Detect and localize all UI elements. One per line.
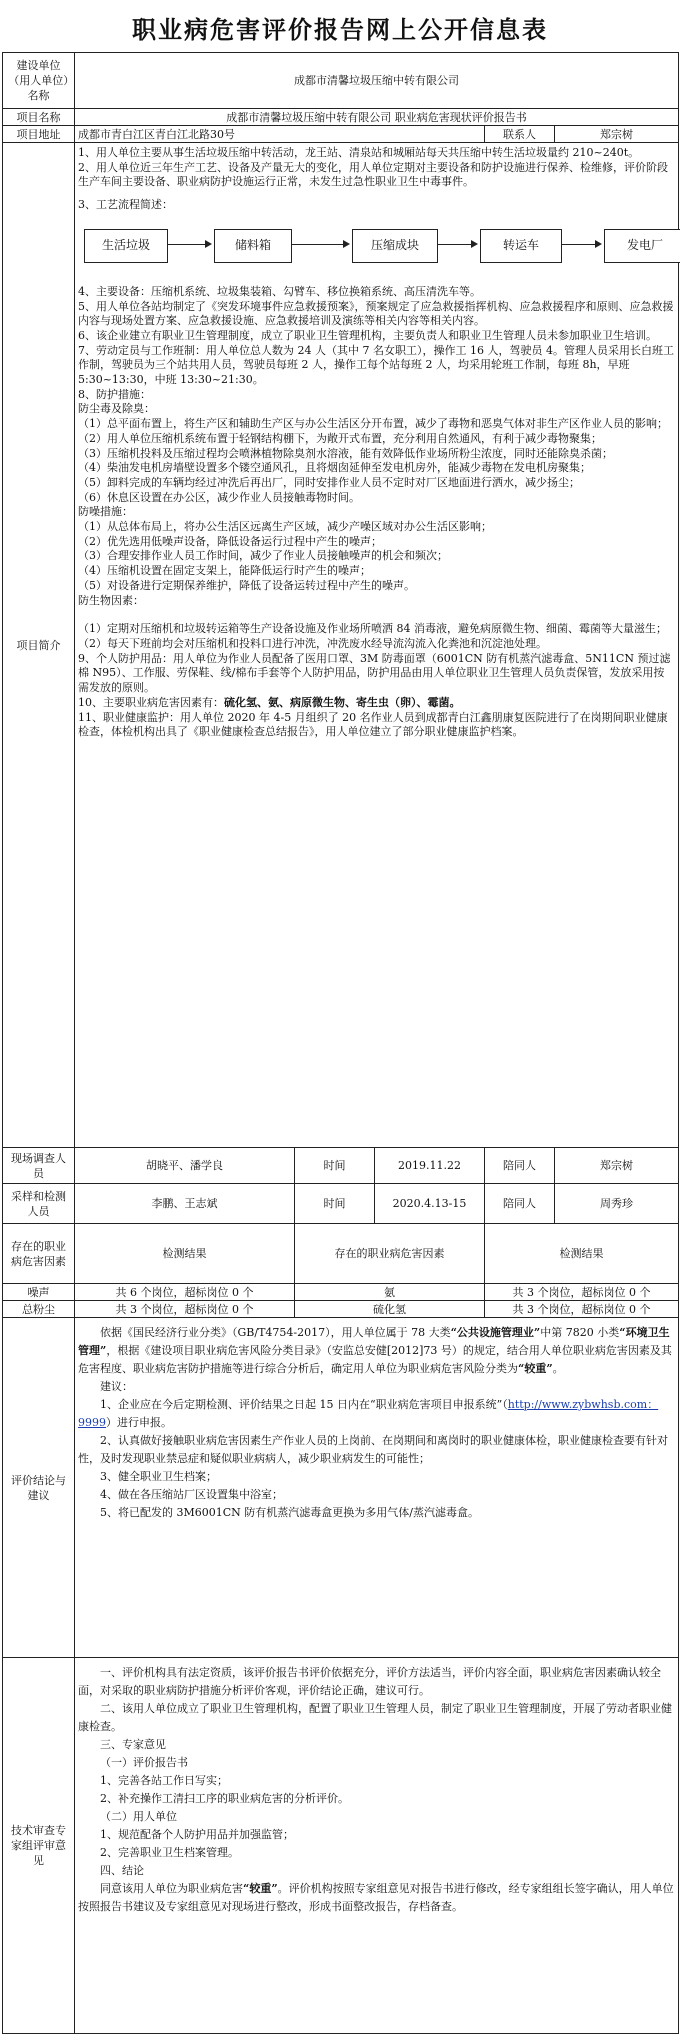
- hazard-factor: 氨: [295, 1284, 485, 1301]
- survey-companion: 郑宗树: [555, 1148, 679, 1184]
- intro-p7: 7、劳动定员与工作班制：用人单位总人数为 24 人（其中 7 名女职工），操作工 16 人，驾驶员 4。管理人员采用长白班工作制，驾驶员为三个站共用人员，驾驶员每班 2 人，操作工每个站每班 2 人，均采用轮班工作制，每班 8h，早班 5:30~13:30，中班 13:30~21:30。: [78, 343, 674, 387]
- review-p7: （二）用人单位: [100, 1810, 177, 1823]
- bio-measure-1: （1）定期对压缩机和垃圾转运箱等生产设备设施及作业场所喷洒 84 消毒液，避免病原微生物、细菌、霉菌等大量滋生；: [78, 622, 667, 636]
- declaration-system-link[interactable]: http://www.zybwhsb.com：9999: [78, 1398, 659, 1429]
- intro-p5: 5、用人单位各站均制定了《突发环境事件应急救援预案》，预案规定了应急救援指挥机构、应急救援程序和原则、应急救援内容与现场处置方案、应急救援设施、应急救援培训及演练等相关内容等相关内容。: [78, 299, 674, 328]
- review-label: 技术审查专家组评审意见: [3, 1658, 75, 2034]
- advice-1: [78, 1396, 675, 1432]
- survey-companion-label: 陪同人: [485, 1148, 555, 1184]
- sampling-companion: 周秀珍: [555, 1184, 679, 1224]
- unit-row: [3, 53, 679, 109]
- hazard-result: 共 3 个岗位，超标岗位 0 个: [75, 1301, 295, 1318]
- hazard-factor: 硫化氢: [295, 1301, 485, 1318]
- conclusion-content: [75, 1318, 679, 1658]
- flow-step-compress: 压缩成块: [352, 229, 438, 263]
- intro-p3: 3、工艺流程简述：: [78, 198, 173, 212]
- advice-4: 4、做在各压缩站厂区设置集中浴室；: [100, 1488, 283, 1501]
- unit-name: 成都市清馨垃圾压缩中转有限公司: [75, 53, 679, 109]
- intro-p1: 1、用人单位主要从事生活垃圾压缩中转活动，龙王站、清泉站和城厢站每天共压缩中转生活垃圾量约 210~240t。: [78, 146, 640, 159]
- review-row: [3, 1658, 679, 2034]
- risk-level: “较重”: [518, 1362, 553, 1375]
- industry-subcategory: “环境卫生管理”: [78, 1326, 670, 1357]
- survey-people: 胡晓平、潘学良: [75, 1148, 295, 1184]
- hazard-header-row: [3, 1224, 679, 1284]
- conclusion-p1-c: 中第 7820 小类: [540, 1326, 620, 1339]
- survey-row: [3, 1148, 679, 1184]
- address-row: [3, 126, 679, 143]
- review-p11-a: 同意该用人单位为职业病危害: [100, 1882, 243, 1895]
- survey-time-label: 时间: [295, 1148, 375, 1184]
- sampling-row: [3, 1184, 679, 1224]
- noise-measure-1: （1）从总体布局上，将办公生活区远离生产区域，减少产噪区域对办公生活区影响；: [78, 520, 492, 534]
- intro-row: [3, 143, 679, 1148]
- document-title: 职业病危害评价报告网上公开信息表: [132, 16, 548, 44]
- unit-label: 建设单位（用人单位）名称: [3, 53, 75, 109]
- dust-measure-3: （3）压缩机投料及压缩过程均会喷淋植物除臭剂水溶液，能有效降低作业场所粉尘浓度，同时还能除臭杀菌；: [78, 446, 613, 460]
- contact-label: 联系人: [485, 126, 555, 143]
- intro-label: 项目简介: [3, 143, 75, 1148]
- conclusion-label: 评价结论与建议: [3, 1318, 75, 1658]
- process-flow-diagram: [78, 217, 675, 283]
- dust-measure-5: （5）卸料完成的车辆均经过冲洗后再出厂，同时安排作业人员不定时对厂区地面进行洒水，减少扬尘；: [78, 475, 580, 489]
- noise-heading: 防噪措施：: [78, 505, 133, 519]
- sampling-people: 李鹏、王志斌: [75, 1184, 295, 1224]
- flow-step-garbage: 生活垃圾: [84, 229, 168, 263]
- conclusion-p1: [78, 1324, 675, 1378]
- bio-heading: 防生物因素：: [78, 593, 144, 607]
- intro-content: [75, 143, 679, 1148]
- review-p11: [78, 1880, 675, 1916]
- sampling-date: 2020.4.13-15: [375, 1184, 485, 1224]
- hazard-result: 共 6 个岗位，超标岗位 0 个: [75, 1284, 295, 1301]
- intro-p10-label: 10、主要职业病危害因素有：: [78, 695, 224, 709]
- conclusion-p1-a: 依据《国民经济行业分类》（GB/T4754-2017），用人单位属于 78 大类: [100, 1326, 451, 1339]
- hazard-factor: 噪声: [3, 1284, 75, 1301]
- advice-3: 3、健全职业卫生档案；: [100, 1470, 217, 1483]
- hazard-col-header-1: 存在的职业病危害因素: [3, 1224, 75, 1284]
- review-content: [75, 1658, 679, 2034]
- project-address: 成都市青白江区青白江北路30号: [75, 126, 485, 143]
- result-col-header-2: 检测结果: [485, 1224, 679, 1284]
- survey-date: 2019.11.22: [375, 1148, 485, 1184]
- sampling-companion-label: 陪同人: [485, 1184, 555, 1224]
- conclusion-row: [3, 1318, 679, 1658]
- advice-1-b: ）进行申报。: [106, 1416, 172, 1429]
- dust-measure-2: （2）用人单位压缩机系统布置于轻钢结构棚下，为敞开式布置，充分利用自然通风，有利于减少毒物聚集；: [78, 431, 602, 445]
- review-p8: 1、规范配备个人防护用品并加强监管；: [100, 1828, 294, 1841]
- dust-measure-6: （6）休息区设置在办公区，减少作业人员接触毒物时间。: [78, 490, 360, 504]
- project-name-row: [3, 109, 679, 126]
- sampling-time-label: 时间: [295, 1184, 375, 1224]
- conclusion-p1-g: 。: [552, 1362, 564, 1375]
- review-p9: 2、完善职业卫生档案管理。: [100, 1846, 239, 1859]
- hazard-factors-list: 硫化氢、氨、病原微生物、寄生虫（卵）、霉菌。: [224, 695, 461, 709]
- hazard-row: [3, 1284, 679, 1301]
- intro-p11: 11、职业健康监护：用人单位 2020 年 4-5 月组织了 20 名作业人员到成都青白江鑫朋康复医院进行了在岗期间职业健康检查，体检机构出具了《职业健康检查总结报告》，用人单位建立了部分职业健康监护档案。: [78, 710, 668, 739]
- flow-step-storage-box: 储料箱: [214, 229, 292, 263]
- conclusion-p1-e: ，根据《建设项目职业病危害风险分类目录》（安监总安健[2012]73 号）的规定，结合用人单位职业病危害因素及其危害程度、职业病危害防护措施等进行综合分析后，确定用人单位为职业病危害风险分类为: [78, 1344, 672, 1375]
- hazard-result: 共 3 个岗位，超标岗位 0 个: [485, 1284, 679, 1301]
- survey-label: 现场调查人员: [3, 1148, 75, 1184]
- review-p10: 四、结论: [100, 1864, 144, 1877]
- intro-p2: 2、用人单位近三年生产工艺、设备及产量无大的变化，用人单位定期对主要设备和防护设施进行保养、检维修，评价阶段生产车间主要设备、职业病防护设施运行正常，未发生过急性职业卫生中毒事件。: [78, 160, 668, 189]
- flow-arrow-4: [562, 244, 600, 245]
- intro-p6: 6、该企业建立有职业卫生管理制度，成立了职业卫生管理机构，主要负责人和职业卫生管理人员未参加职业卫生培训。: [78, 328, 657, 342]
- address-label: 项目地址: [3, 126, 75, 143]
- flow-step-power-plant: 发电厂: [604, 229, 680, 263]
- intro-p9: 9、个人防护用品：用人单位为作业人员配备了医用口罩、3M 防毒面罩（6001CN 防有机蒸汽滤毒盒、5N11CN 预过滤棉 N95）、工作服、劳保鞋、线/棉布手套等个人防护用品，防护用品由用人单位职业卫生管理人员负责保管，发放采用按需发放的原则。: [78, 651, 671, 695]
- review-p2: 二、该用人单位成立了职业卫生管理机构，配置了职业卫生管理人员，制定了职业卫生管理制度，开展了劳动者职业健康检查。: [78, 1702, 672, 1733]
- review-p4: （一）评价报告书: [100, 1756, 188, 1769]
- hazard-factor: 总粉尘: [3, 1301, 75, 1318]
- flow-arrow-2: [292, 244, 348, 245]
- dust-measure-1: （1）总平面布置上，将生产区和辅助生产区与办公生活区分开布置，减少了毒物和恶臭气体对非生产区作业人员的影响；: [78, 417, 668, 431]
- sampling-label: 采样和检测人员: [3, 1184, 75, 1224]
- industry-category: “公共设施管理业”: [450, 1326, 541, 1339]
- flow-arrow-3: [438, 244, 476, 245]
- noise-measure-5: （5）对设备进行定期保养维护，降低了设备运转过程中产生的噪声。: [78, 578, 415, 592]
- review-p1: 一、评价机构具有法定资质，该评价报告书评价依据充分，评价方法适当，评价内容全面，职业病危害因素确认较全面，对采取的职业病防护措施分析评价客观，评价结论正确，建议可行。: [78, 1666, 661, 1697]
- flow-arrow-1: [168, 244, 210, 245]
- review-risk-level: “较重”: [243, 1882, 278, 1895]
- contact-name: 郑宗树: [555, 126, 679, 143]
- review-p6: 2、补充操作工清扫工序的职业病危害的分析评价。: [100, 1792, 349, 1805]
- noise-measure-2: （2）优先选用低噪声设备，降低设备运行过程中产生的噪声；: [78, 534, 382, 548]
- info-table: [2, 52, 679, 2034]
- hazard-col-header-2: 存在的职业病危害因素: [295, 1224, 485, 1284]
- hazard-row: [3, 1301, 679, 1318]
- advice-5: 5、将已配发的 3M6001CN 防有机蒸汽滤毒盒更换为多用气体/蒸汽滤毒盒。: [100, 1506, 479, 1519]
- advice-2: 2、认真做好接触职业病危害因素生产作业人员的上岗前、在岗期间和离岗时的职业健康体检，职业健康检查要有针对性，及时发现职业禁忌症和疑似职业病病人，减少职业病发生的可能性；: [78, 1434, 668, 1465]
- review-p3: 三、专家意见: [100, 1738, 166, 1751]
- dust-measure-4: （4）柴油发电机房墙壁设置多个镂空通风孔，且将烟囱延伸至发电机房外，能减少毒物在发电机房聚集；: [78, 461, 591, 475]
- project-name-label: 项目名称: [3, 109, 75, 126]
- noise-measure-4: （4）压缩机设置在固定支架上，能降低运行时产生的噪声；: [78, 564, 371, 578]
- intro-p4: 4、主要设备：压缩机系统、垃圾集装箱、勾臂车、移位换箱系统、高压清洗车等。: [78, 284, 481, 298]
- intro-p10: [78, 696, 675, 711]
- dust-heading: 防尘毒及除臭：: [78, 402, 155, 416]
- project-name: 成都市清馨垃圾压缩中转有限公司 职业病危害现状评价报告书: [75, 109, 679, 126]
- review-p5: 1、完善各站工作日写实；: [100, 1774, 228, 1787]
- advice-heading: 建议：: [100, 1380, 133, 1393]
- flow-step-transfer-truck: 转运车: [480, 229, 562, 263]
- intro-p8: 8、防护措施：: [78, 387, 151, 401]
- result-col-header-1: 检测结果: [75, 1224, 295, 1284]
- advice-1-a: 1、企业应在今后定期检测、评价结果之日起 15 日内在“职业病危害项目申报系统”（: [100, 1398, 508, 1411]
- review-p11-c: 。评价机构按照专家组意见对报告书进行修改，经专家组组长签字确认，用人单位按照报告书建议及专家组意见对现场进行整改，形成书面整改报告，存档备查。: [78, 1882, 674, 1913]
- bio-measure-2: （2）每天下班前均会对压缩机和投料口进行冲洗，冲洗废水经导流沟流入化粪池和沉淀池处理。: [78, 636, 547, 650]
- noise-measure-3: （3）合理安排作业人员工作时间，减少了作业人员接触噪声的机会和频次；: [78, 549, 448, 563]
- hazard-result: 共 3 个岗位，超标岗位 0 个: [485, 1301, 679, 1318]
